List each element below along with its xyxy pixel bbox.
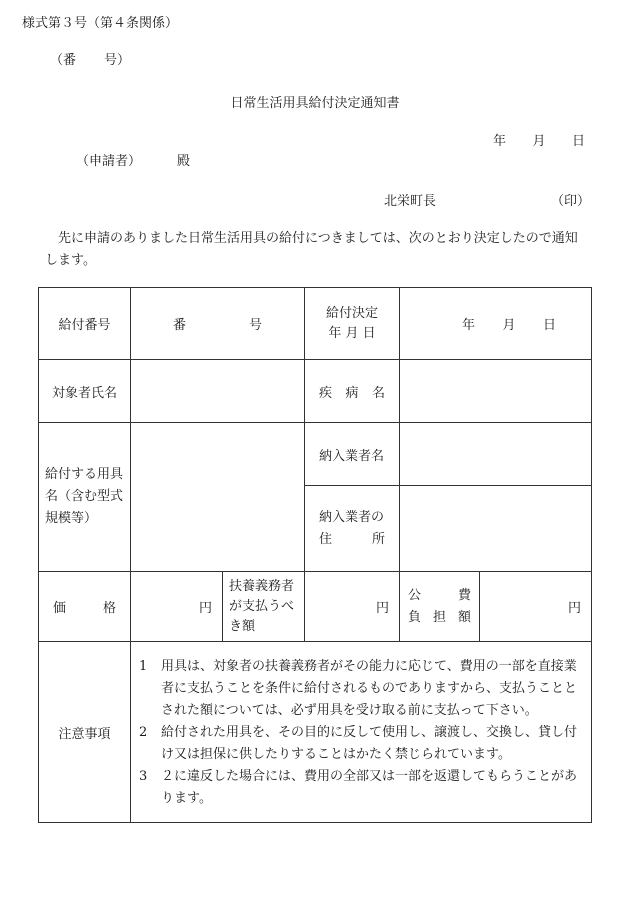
note-number: 2 [139,725,148,740]
issue-number [50,49,130,68]
decision-day: 日 [542,318,556,333]
public-label-1b: 費 [457,587,471,603]
decision-month: 月 [502,318,516,333]
note-number: 1 [139,659,148,674]
issuer-name: 北栄町長 [384,194,437,209]
note-item [139,722,583,766]
public-label-2c: 額 [457,609,471,625]
guardian-pay-label [223,572,305,642]
vendor-address-label-1: 納入業者の [319,509,385,525]
price-label-1: 価 [53,601,67,616]
vendor-address-label-2b: 所 [371,531,385,547]
notes-label: 注意事項 [39,642,131,823]
note-text: 用具は、対象者の扶養義務者がその能力に応じて、費用の一部を直接業者に支払うことを条件に給付されるものでありますから、支払うこととされた額については、必ず用具を受け取る前に支払って下さい。 [161,659,578,718]
date-day: 日 [571,134,585,149]
disease-label-3: 名 [371,385,385,401]
notes-list [131,642,592,823]
subject-name-value [131,360,305,423]
issue-number-open: （番 [50,53,77,68]
issue-date [493,130,585,149]
date-month: 月 [532,134,546,149]
vendor-address-value [400,486,592,572]
vendor-address-label-2a: 住 [319,531,333,547]
equipment-value [131,423,305,572]
decision-year: 年 [462,318,476,333]
disease-value [400,360,592,423]
grant-number-ban: 番 [173,318,187,333]
decision-date-label-2: 年 月 日 [328,325,376,341]
issue-number-close: 号） [103,53,130,68]
note-number: 3 [139,769,148,784]
grant-number-go: 号 [248,318,262,333]
addressee-label: （申請者） [76,154,142,169]
vendor-name-value [400,423,592,486]
subject-name-label: 対象者氏名 [39,360,131,423]
note-text: 給付された用具を、その目的に反して使用し、譲渡し、交換し、貸し付け又は担保に供したりすることはかたく禁じられています。 [161,725,578,762]
note-item [139,766,583,810]
public-label-1a: 公 [408,587,422,603]
price-label-2: 格 [102,601,116,616]
vendor-name-label: 納入業者名 [305,423,400,486]
note-item [139,656,583,722]
equipment-label [39,423,131,572]
grant-number-value [131,288,305,360]
issuer-seal: （印） [551,194,591,209]
body-text: 先に申請のありました日常生活用具の給付につきましては、次のとおり決定したので通知します。 [45,231,578,268]
price-yen: 円 [131,572,223,642]
grant-number-label: 給付番号 [39,288,131,360]
form-number: 様式第３号（第４条関係） [22,16,179,31]
disease-label-2: 病 [345,385,359,401]
public-burden-yen: 円 [480,572,592,642]
equipment-label-text: 給付する用具名（含む型式規模等） [45,467,124,526]
disease-label [305,360,400,423]
public-label-2a: 負 [408,609,422,625]
guardian-pay-yen: 円 [305,572,400,642]
document-title: 日常生活用具給付決定通知書 [230,96,400,111]
guardian-pay-label-text: 扶養義務者が支払うべき額 [229,578,295,634]
vendor-address-label [305,486,400,572]
public-burden-label [400,572,480,642]
price-label [39,572,131,642]
decision-date-label [305,288,400,360]
disease-label-1: 疾 [319,385,333,401]
grant-decision-table [38,287,592,823]
public-label-2b: 担 [432,609,446,625]
note-text: ２に違反した場合には、費用の全部又は一部を返還してもらうことがあります。 [161,769,578,806]
decision-date-label-1: 給付決定 [325,305,378,321]
decision-date-value [400,288,592,360]
addressee-honorific: 殿 [177,154,191,169]
date-year: 年 [493,134,507,149]
